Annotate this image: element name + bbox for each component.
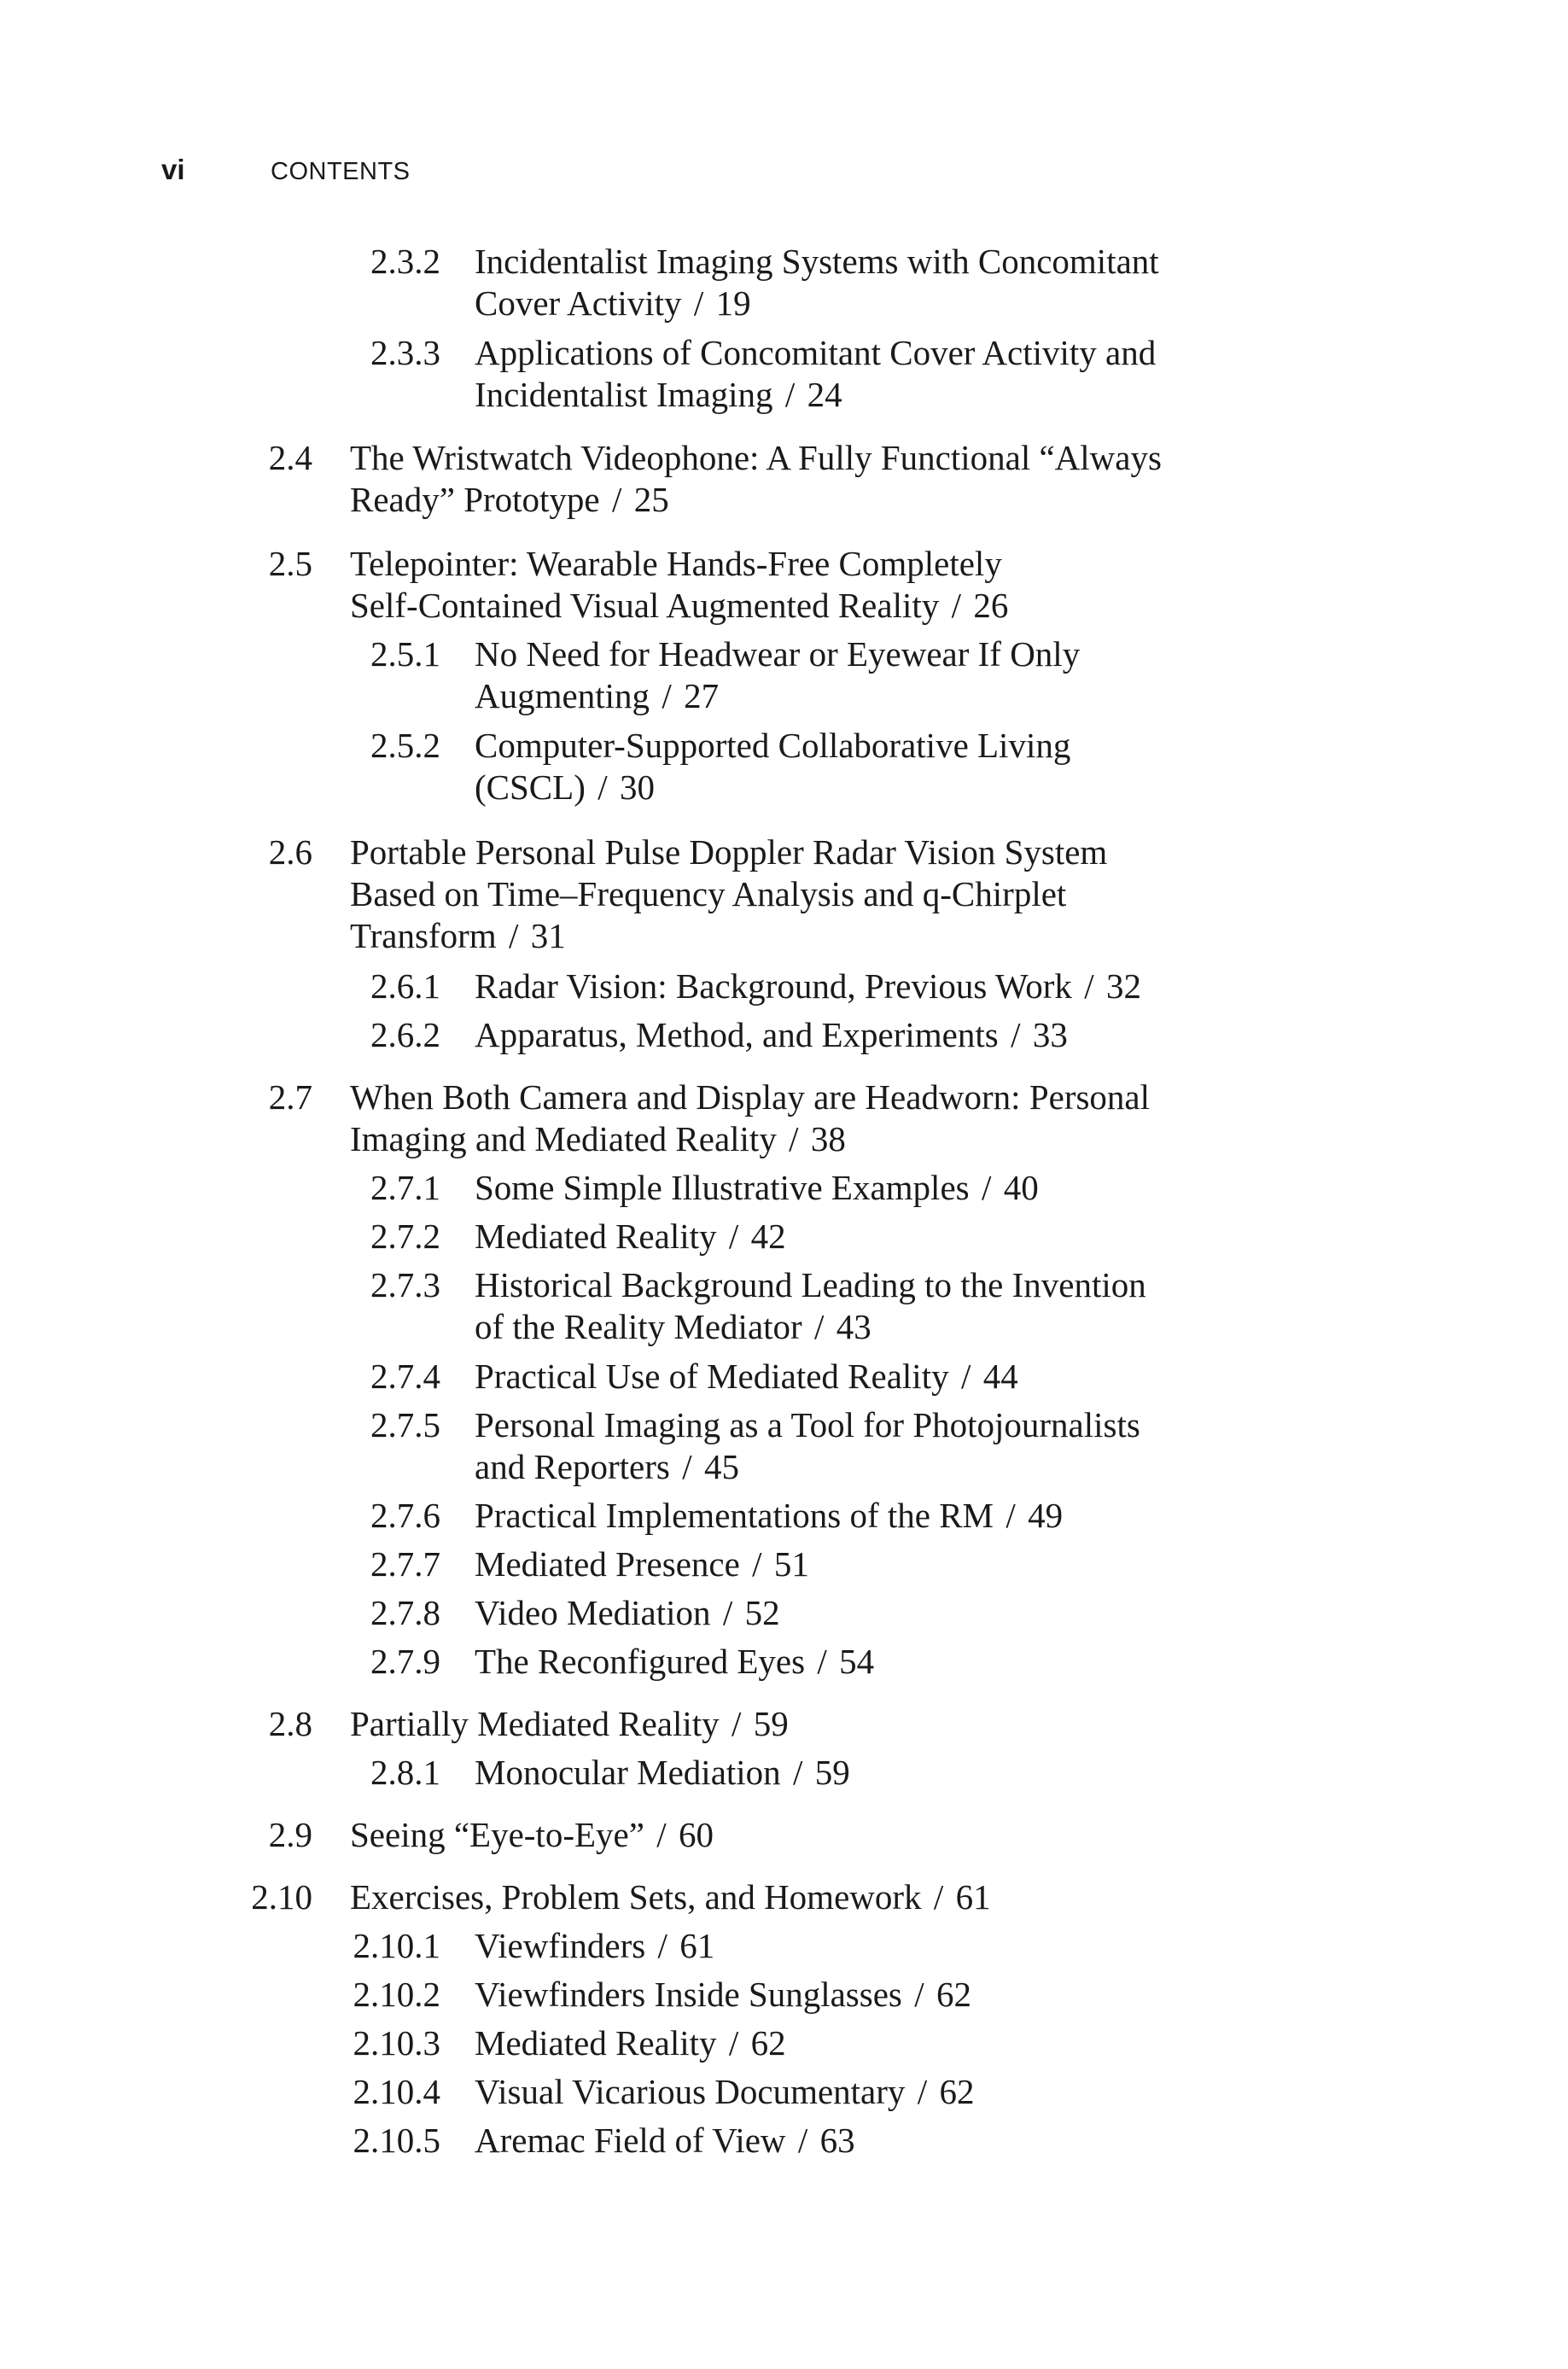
toc-entry-number: 2.6.1 [370, 966, 440, 1006]
toc-entry-title: Radar Vision: Background, Previous Work / 32 [475, 966, 1141, 1006]
toc-entry-page: 42 [750, 1217, 786, 1256]
toc-entry-number: 2.5.1 [370, 634, 440, 674]
toc-entry-title: Computer-Supported Collaborative Living (CSCL) / 30 [475, 726, 1071, 807]
toc-entry-page: 27 [684, 676, 720, 715]
toc-entry-page: 30 [619, 767, 655, 807]
toc-entry-title: When Both Camera and Display are Headworn: Personal Imaging and Mediated Reality / 38 [350, 1077, 1151, 1158]
toc-entry-page: 49 [1028, 1496, 1064, 1535]
toc-entry-title: Viewfinders / 61 [475, 1926, 715, 1965]
toc-entry-number: 2.10.4 [353, 2072, 440, 2111]
toc-entry-title: The Wristwatch Videophone: A Fully Functional “Always Ready” Prototype / 25 [350, 438, 1162, 519]
toc-entry-number: 2.7.2 [370, 1217, 440, 1256]
toc-entry-title: Seeing “Eye-to-Eye” / 60 [350, 1815, 714, 1854]
toc-entry-number: 2.4 [268, 438, 312, 477]
toc-entry-page: 19 [715, 283, 751, 323]
toc-entry-number: 2.7 [268, 1077, 312, 1117]
toc-entry-title: Partially Mediated Reality / 59 [350, 1704, 789, 1743]
toc-entry-page: 45 [703, 1447, 739, 1486]
toc-entry-page: 62 [750, 2023, 786, 2063]
toc-entry-title: Exercises, Problem Sets, and Homework / 61 [350, 1877, 991, 1917]
toc-entry-number: 2.8.1 [370, 1753, 440, 1792]
toc-entry-page: 33 [1032, 1015, 1068, 1054]
toc-entry-title: Historical Background Leading to the Invention of the Reality Mediator / 43 [475, 1265, 1146, 1346]
toc-entry-page: 59 [814, 1753, 850, 1792]
toc-entry-page: 24 [807, 375, 842, 414]
toc-entry-title: Telepointer: Wearable Hands-Free Completely Self-Contained Visual Augmented Reality / 26 [350, 544, 1009, 625]
toc-entry-number: 2.7.3 [370, 1265, 440, 1304]
toc-entry-number: 2.7.4 [370, 1357, 440, 1396]
toc-entry-page: 60 [679, 1815, 714, 1854]
toc-entry-title: Practical Use of Mediated Reality / 44 [475, 1357, 1018, 1396]
toc-entry-page: 38 [810, 1119, 846, 1158]
toc-entry-title: Visual Vicarious Documentary / 62 [475, 2072, 975, 2111]
toc-entry-number: 2.5.2 [370, 726, 440, 765]
toc-entry-number: 2.10.2 [353, 1975, 440, 2014]
toc-entry-number: 2.10.3 [353, 2023, 440, 2063]
toc-entry-number: 2.10.5 [353, 2121, 440, 2160]
toc-entry-title: No Need for Headwear or Eyewear If Only Augmenting / 27 [475, 634, 1081, 715]
toc-entry-title: Applications of Concomitant Cover Activity and Incidentalist Imaging / 24 [475, 333, 1157, 414]
toc-entry-number: 2.8 [268, 1704, 312, 1743]
toc-entry-title: Monocular Mediation / 59 [475, 1753, 850, 1792]
toc-entry-title: Some Simple Illustrative Examples / 40 [475, 1168, 1039, 1207]
toc-entry-page: 63 [819, 2121, 855, 2160]
toc-entry-page: 43 [836, 1307, 871, 1346]
toc-entry-number: 2.10.1 [353, 1926, 440, 1965]
toc-entry-page: 61 [679, 1926, 715, 1965]
toc-entry-number: 2.5 [268, 544, 312, 583]
toc-entry-title: Portable Personal Pulse Doppler Radar Vision System Based on Time–Frequency Analysis and q-Chirplet Transform / 31 [350, 832, 1108, 955]
toc-entry-number: 2.7.5 [370, 1405, 440, 1444]
toc-entry-title: Personal Imaging as a Tool for Photojournalists and Reporters / 45 [475, 1405, 1140, 1486]
toc-entry-number: 2.3.2 [370, 242, 440, 281]
toc-entry-page: 26 [973, 586, 1009, 625]
toc-entry-title: Practical Implementations of the RM / 49 [475, 1496, 1064, 1535]
toc-entry-page: 59 [753, 1704, 789, 1743]
page-folio: vi [161, 154, 185, 185]
toc-entry-title: Viewfinders Inside Sunglasses / 62 [475, 1975, 971, 2014]
toc-entry-number: 2.6.2 [370, 1015, 440, 1054]
toc-entry-title: Aremac Field of View / 63 [475, 2121, 855, 2160]
toc-entry-title: Mediated Reality / 42 [475, 1217, 786, 1256]
toc-entry-page: 62 [936, 1975, 971, 2014]
toc-entry-title: Incidentalist Imaging Systems with Concomitant Cover Activity / 19 [475, 242, 1159, 323]
toc-entry-title: The Reconfigured Eyes / 54 [475, 1642, 875, 1681]
toc-entry-title: Mediated Reality / 62 [475, 2023, 786, 2063]
toc-entry-page: 44 [982, 1357, 1018, 1396]
toc-entry-page: 62 [939, 2072, 975, 2111]
toc-entry-number: 2.10 [251, 1877, 312, 1917]
toc-entry-page: 54 [839, 1642, 875, 1681]
toc-entry-title: Video Mediation / 52 [475, 1593, 780, 1632]
toc-entry-title: Mediated Presence / 51 [475, 1544, 809, 1584]
toc-entry-number: 2.7.6 [370, 1496, 440, 1535]
toc-entry-number: 2.7.1 [370, 1168, 440, 1207]
toc-entry-number: 2.3.3 [370, 333, 440, 372]
toc-entry-page: 61 [955, 1877, 991, 1917]
toc-entry-page: 52 [744, 1593, 780, 1632]
toc-entry-page: 40 [1003, 1168, 1039, 1207]
toc-entry-page: 31 [530, 916, 566, 955]
toc-entry-number: 2.7.7 [370, 1544, 440, 1584]
running-head: CONTENTS [271, 158, 411, 185]
toc-entry-page: 51 [773, 1544, 809, 1584]
toc-entry-number: 2.7.9 [370, 1642, 440, 1681]
toc-entry-number: 2.6 [268, 832, 312, 872]
toc-entry-page: 32 [1106, 966, 1141, 1006]
toc-entry-page: 25 [633, 480, 669, 519]
toc-entry-number: 2.7.8 [370, 1593, 440, 1632]
toc-entry-number: 2.9 [268, 1815, 312, 1854]
toc-entry-title: Apparatus, Method, and Experiments / 33 [475, 1015, 1068, 1054]
